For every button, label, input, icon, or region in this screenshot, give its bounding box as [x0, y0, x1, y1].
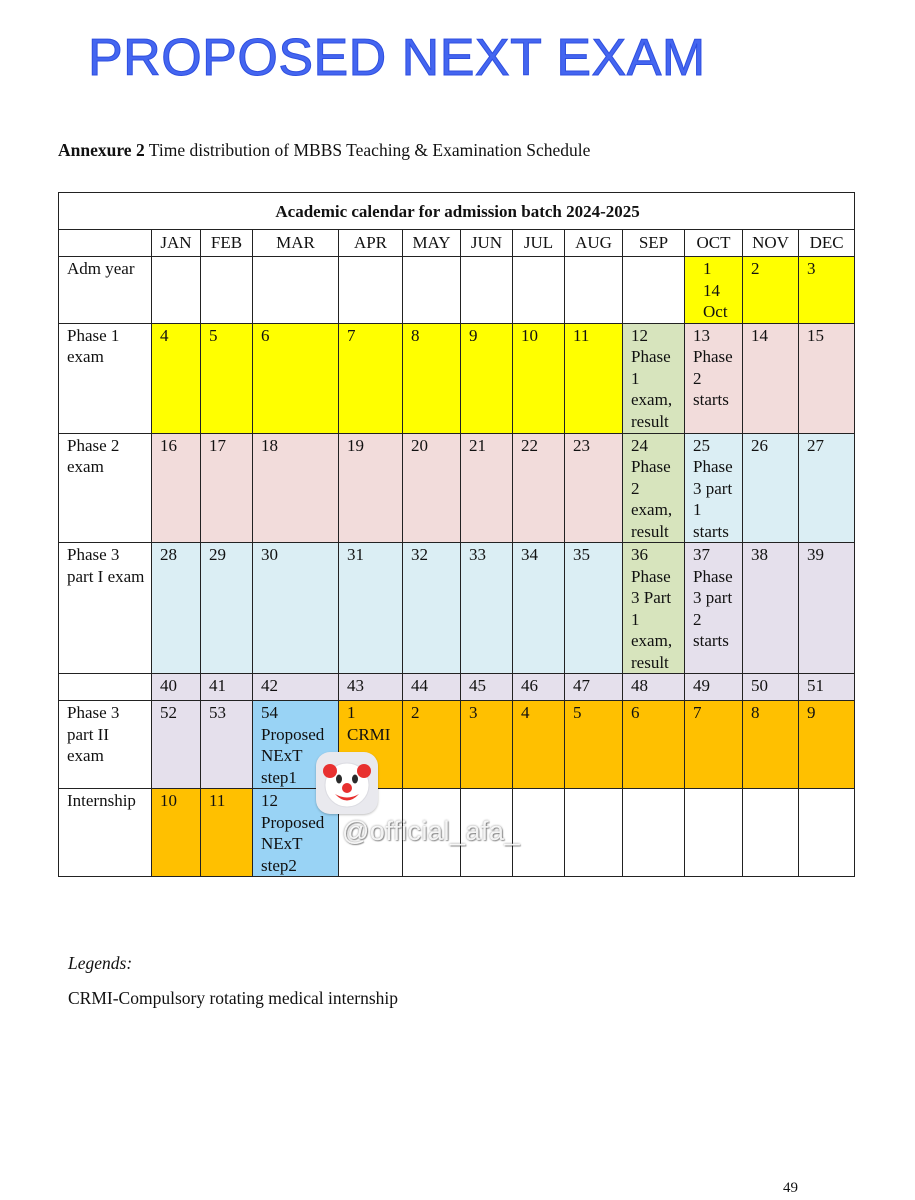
calendar-cell: 27 — [799, 433, 855, 543]
calendar-cell: 2 — [403, 701, 461, 789]
calendar-cell — [565, 789, 623, 877]
calendar-cell — [513, 789, 565, 877]
calendar-cell: 10 — [152, 789, 201, 877]
calendar-cell: 40 — [152, 674, 201, 701]
month-header: MAR — [253, 230, 339, 257]
annexure-text: Time distribution of MBBS Teaching & Examination Schedule — [148, 140, 591, 160]
calendar-cell-admission: 1 14 Oct — [685, 257, 743, 324]
calendar-cell: 53 — [201, 701, 253, 789]
calendar-cell: 6 — [623, 701, 685, 789]
month-header: OCT — [685, 230, 743, 257]
calendar-cell: 9 — [799, 701, 855, 789]
calendar-cell: 44 — [403, 674, 461, 701]
calendar-cell: 30 — [253, 543, 339, 674]
calendar-cell — [253, 257, 339, 324]
calendar-cell: 4 — [513, 701, 565, 789]
table-row — [59, 674, 855, 701]
month-header: AUG — [565, 230, 623, 257]
calendar-cell-crmi: 1 CRMI — [339, 701, 403, 789]
calendar-cell: 3 — [799, 257, 855, 324]
calendar-cell: 16 — [152, 433, 201, 543]
calendar-cell — [201, 257, 253, 324]
row-label — [59, 674, 152, 701]
clown-face-icon — [316, 752, 378, 814]
calendar-cell: 7 — [685, 701, 743, 789]
row-label: Phase 3 part II exam — [59, 701, 152, 789]
month-header: APR — [339, 230, 403, 257]
calendar-cell-phase-start: 25 Phase 3 part 1 starts — [685, 433, 743, 543]
calendar-cell: 7 — [339, 323, 403, 433]
calendar-cell: 49 — [685, 674, 743, 701]
legend-title: Legends: — [68, 953, 133, 973]
calendar-cell: 9 — [461, 323, 513, 433]
month-header: NOV — [743, 230, 799, 257]
calendar-cell — [799, 789, 855, 877]
calendar-cell: 45 — [461, 674, 513, 701]
calendar-cell — [743, 789, 799, 877]
calendar-cell: 28 — [152, 543, 201, 674]
calendar-cell: 11 — [201, 789, 253, 877]
calendar-cell: 6 — [253, 323, 339, 433]
row-label: Adm year — [59, 257, 152, 324]
calendar-cell — [565, 257, 623, 324]
academic-calendar-table — [58, 192, 855, 877]
calendar-cell: 4 — [152, 323, 201, 433]
calendar-cell: 8 — [403, 323, 461, 433]
calendar-cell: 47 — [565, 674, 623, 701]
calendar-cell-exam: 12 Phase 1 exam, result — [623, 323, 685, 433]
calendar-cell: 26 — [743, 433, 799, 543]
table-row — [59, 701, 855, 789]
annexure-label: Annexure 2 — [58, 140, 145, 160]
annexure-caption — [58, 140, 590, 161]
month-header: JUL — [513, 230, 565, 257]
calendar-cell — [461, 257, 513, 324]
row-label: Phase 2 exam — [59, 433, 152, 543]
table-row — [59, 433, 855, 543]
legend-item: CRMI-Compulsory rotating medical internship — [68, 988, 399, 1008]
calendar-cell: 15 — [799, 323, 855, 433]
calendar-cell: 3 — [461, 701, 513, 789]
calendar-cell: 8 — [743, 701, 799, 789]
calendar-cell — [685, 789, 743, 877]
calendar-cell: 23 — [565, 433, 623, 543]
page-number: 49 — [783, 1180, 798, 1196]
month-header-blank — [59, 230, 152, 257]
calendar-cell — [623, 789, 685, 877]
calendar-cell: 11 — [565, 323, 623, 433]
table-row — [59, 323, 855, 433]
calendar-cell: 20 — [403, 433, 461, 543]
table-row — [59, 257, 855, 324]
calendar-cell: 43 — [339, 674, 403, 701]
calendar-cell: 21 — [461, 433, 513, 543]
calendar-cell: 18 — [253, 433, 339, 543]
calendar-cell: 46 — [513, 674, 565, 701]
calendar-cell: 38 — [743, 543, 799, 674]
table-title: Academic calendar for admission batch 2024-2025 — [59, 193, 855, 230]
calendar-cell: 50 — [743, 674, 799, 701]
calendar-cell: 51 — [799, 674, 855, 701]
calendar-cell: 33 — [461, 543, 513, 674]
calendar-cell-next-step1: 54 Proposed NExT step1 — [253, 701, 339, 789]
calendar-cell-phase-start: 37 Phase 3 part 2 starts — [685, 543, 743, 674]
calendar-cell — [513, 257, 565, 324]
calendar-cell-exam: 24 Phase 2 exam, result — [623, 433, 685, 543]
calendar-cell: 10 — [513, 323, 565, 433]
calendar-cell — [339, 257, 403, 324]
calendar-cell-exam: 36 Phase 3 Part 1 exam, result — [623, 543, 685, 674]
month-header: MAY — [403, 230, 461, 257]
calendar-cell: 32 — [403, 543, 461, 674]
calendar-cell: 42 — [253, 674, 339, 701]
calendar-cell: 48 — [623, 674, 685, 701]
calendar-cell: 35 — [565, 543, 623, 674]
row-label: Internship — [59, 789, 152, 877]
calendar-cell: 29 — [201, 543, 253, 674]
calendar-cell-next-step2: 12 Proposed NExT step2 — [253, 789, 339, 877]
calendar-cell: 22 — [513, 433, 565, 543]
month-header: JAN — [152, 230, 201, 257]
calendar-cell: 39 — [799, 543, 855, 674]
calendar-cell — [623, 257, 685, 324]
calendar-cell — [403, 257, 461, 324]
calendar-cell: 5 — [565, 701, 623, 789]
calendar-cell: 5 — [201, 323, 253, 433]
row-label: Phase 3 part I exam — [59, 543, 152, 674]
banner-title: PROPOSED NEXT EXAM — [88, 29, 706, 87]
month-header: FEB — [201, 230, 253, 257]
calendar-cell: 14 — [743, 323, 799, 433]
calendar-cell: 31 — [339, 543, 403, 674]
calendar-cell: 19 — [339, 433, 403, 543]
calendar-cell: 34 — [513, 543, 565, 674]
month-header: DEC — [799, 230, 855, 257]
month-header: JUN — [461, 230, 513, 257]
calendar-cell: 17 — [201, 433, 253, 543]
row-label: Phase 1 exam — [59, 323, 152, 433]
calendar-cell — [152, 257, 201, 324]
table-row — [59, 543, 855, 674]
calendar-cell: 52 — [152, 701, 201, 789]
watermark: @official_afa_ — [342, 816, 521, 846]
calendar-cell-phase-start: 13 Phase 2 starts — [685, 323, 743, 433]
calendar-cell: 2 — [743, 257, 799, 324]
month-header: SEP — [623, 230, 685, 257]
calendar-cell: 41 — [201, 674, 253, 701]
